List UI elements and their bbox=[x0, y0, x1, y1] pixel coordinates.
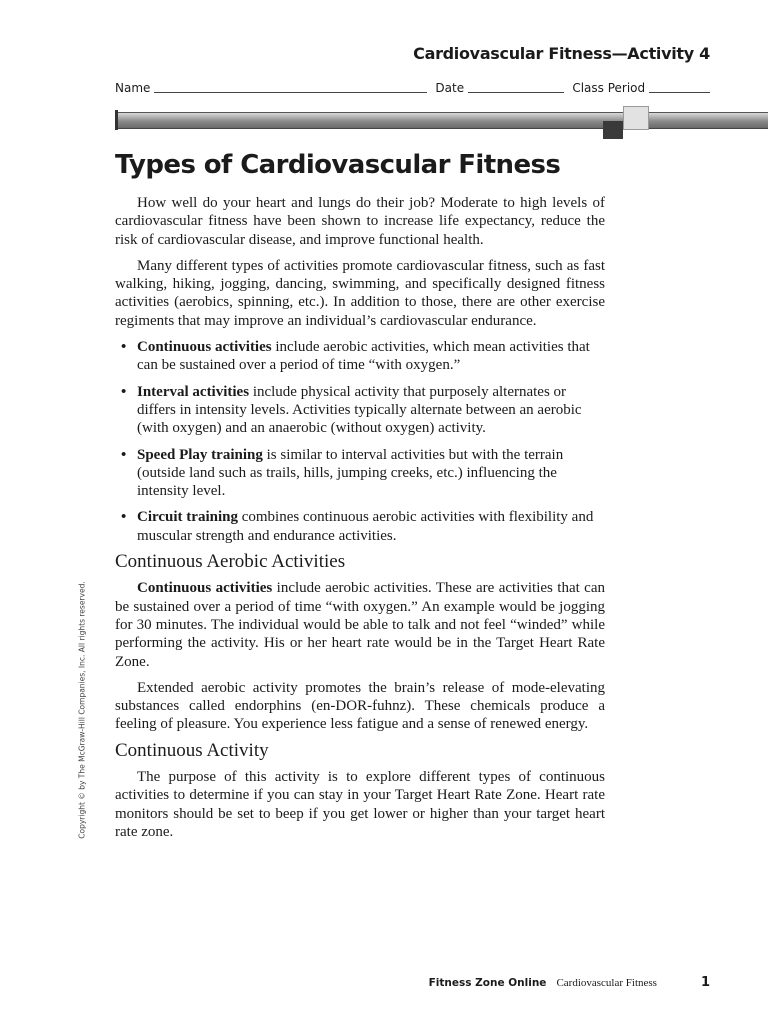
footer-brand: Fitness Zone Online bbox=[428, 977, 547, 989]
copyright-notice: Copyright © by The McGraw-Hill Companies, Inc. All rights reserved. bbox=[77, 581, 87, 839]
bullet-term: Speed Play training bbox=[137, 446, 263, 463]
page-footer bbox=[429, 975, 710, 990]
section-paragraph: The purpose of this activity is to explore different types of continuous activities to determine if you can stay in your Target Heart Rate Zone. Heart rate monitors should be set to beep if you get lower or higher than your target heart rate zone. bbox=[115, 769, 605, 840]
bullet-text: is similar to interval activities but with the terrain (outside land such as trails, hills, jumping creeks, etc.) influencing the intensity level. bbox=[137, 446, 564, 500]
date-field-line bbox=[468, 81, 564, 93]
name-field-line bbox=[154, 81, 427, 93]
activity-title: Cardiovascular Fitness—Activity 4 bbox=[413, 44, 710, 63]
section-heading: Continuous Aerobic Activities bbox=[115, 551, 346, 573]
footer-section: Cardiovascular Fitness bbox=[556, 977, 657, 989]
page-number: 1 bbox=[700, 975, 710, 990]
class-period-label: Class Period bbox=[572, 81, 646, 95]
paragraph-text: include aerobic activities. These are activities that can be sustained over a period of time “with oxygen.” An example would be jogging for 30 minutes. The individual would be able to talk and not feel “winded” while performing the activity. His or her heart rate would be in the Target Heart Rate Zone. bbox=[115, 580, 605, 670]
bullet-icon: • bbox=[121, 446, 127, 463]
list-item bbox=[115, 508, 605, 545]
class-period-field-line bbox=[649, 81, 710, 93]
banner-bar bbox=[115, 112, 768, 129]
bullet-icon: • bbox=[121, 509, 127, 526]
page-title: Types of Cardiovascular Fitness bbox=[115, 150, 561, 180]
name-label: Name bbox=[115, 81, 151, 95]
bullet-icon: • bbox=[121, 383, 127, 400]
section-heading: Continuous Activity bbox=[115, 739, 269, 761]
bullet-text: include physical activity that purposely alternates or differs in intensity levels. Activities typically alternate between an aerobic (with oxygen) and an anaerobic (without oxygen) activity. bbox=[137, 383, 582, 437]
paragraph-term: Continuous activities bbox=[137, 580, 273, 597]
banner-tick bbox=[115, 110, 118, 130]
main-content bbox=[115, 194, 605, 849]
banner-light-square bbox=[623, 106, 649, 130]
list-item bbox=[115, 446, 605, 501]
intro-paragraph: Many different types of activities promote cardiovascular fitness, such as fast walking, hiking, jogging, dancing, swimming, and specifically designed fitness activities (aerobics, spinning, etc.). In addition to those, there are other exercise regiments that may improve an individual’s cardiovascular endurance. bbox=[115, 257, 605, 329]
bullet-text: combines continuous aerobic activities with flexibility and muscular strength and endurance activities. bbox=[137, 509, 594, 544]
intro-paragraph: How well do your heart and lungs do their job? Moderate to high levels of cardiovascular fitness have been shown to increase life expectancy, reduce the risk of cardiovascular disease, and improve functional health. bbox=[115, 195, 605, 248]
list-item bbox=[115, 383, 605, 438]
list-item bbox=[115, 338, 605, 375]
banner-dark-square bbox=[603, 121, 623, 139]
bullet-term: Interval activities bbox=[137, 383, 250, 400]
decorative-banner bbox=[115, 108, 768, 132]
section-paragraph bbox=[115, 579, 605, 670]
section-paragraph: Extended aerobic activity promotes the brain’s release of mode-elevating substances called endorphins (en-DOR-fuhnz). These chemicals produce a feeling of pleasure. You experience less fatigue and a sense of renewed energy. bbox=[115, 679, 605, 733]
student-info-row bbox=[115, 81, 710, 95]
bullet-term: Continuous activities bbox=[137, 339, 272, 356]
bullet-term: Circuit training bbox=[137, 509, 238, 526]
bullet-icon: • bbox=[121, 339, 127, 356]
activity-types-list bbox=[115, 338, 605, 545]
bullet-text: include aerobic activities, which mean activities that can be sustained over a period of time “with oxygen.” bbox=[137, 339, 590, 374]
date-label: Date bbox=[435, 81, 465, 95]
